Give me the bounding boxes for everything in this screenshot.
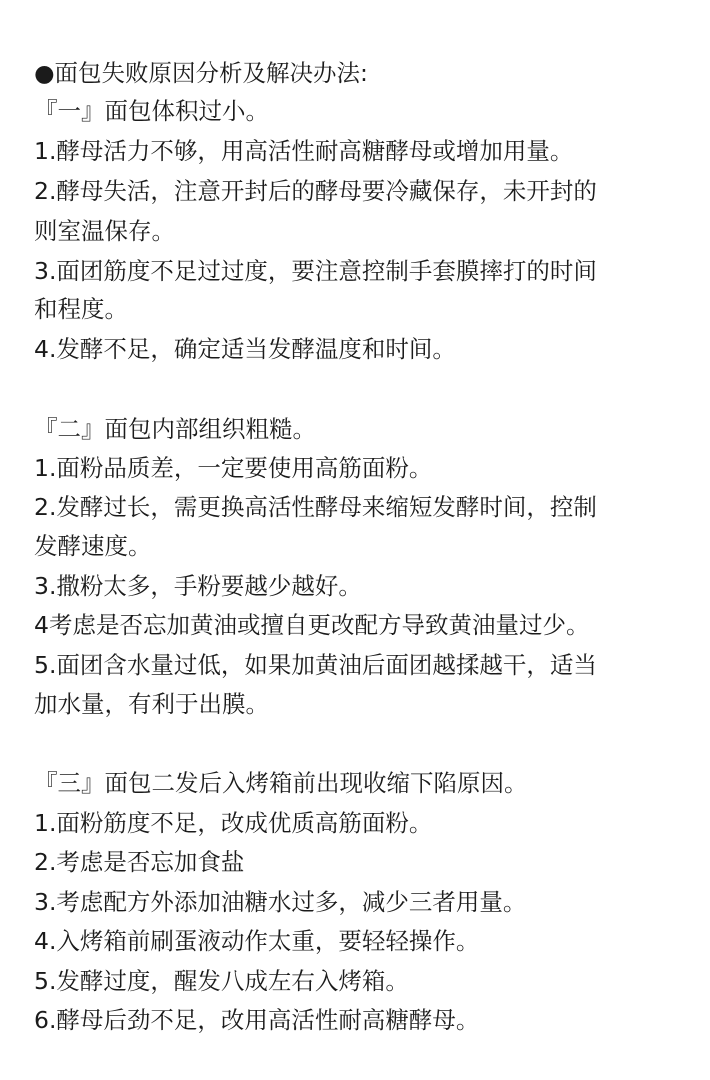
section-2-item-3: 3.撒粉太多，手粉要越少越好。 — [34, 572, 362, 600]
section-2-heading: 『二』面包内部组织粗糙。 — [34, 415, 316, 443]
section-3-item-5: 5.发酵过度，醒发八成左右入烤箱。 — [34, 967, 409, 995]
section-2-item-2-cont: 发酵速度。 — [34, 532, 152, 560]
document-title: ●面包失败原因分析及解决办法: — [34, 59, 368, 87]
section-3-item-3: 3.考虑配方外添加油糖水过多，减少三者用量。 — [34, 888, 527, 916]
section-3-heading: 『三』面包二发后入烤箱前出现收缩下陷原因。 — [34, 769, 528, 797]
section-3-item-4: 4.入烤箱前刷蛋液动作太重，要轻轻操作。 — [34, 927, 480, 955]
section-2-item-4: 4考虑是否忘加黄油或擅自更改配方导致黄油量过少。 — [34, 611, 590, 639]
section-2-item-1: 1.面粉品质差，一定要使用高筋面粉。 — [34, 454, 433, 482]
section-1-item-3: 3.面团筋度不足过过度，要注意控制手套膜摔打的时间 — [34, 257, 597, 285]
section-1-item-3-cont: 和程度。 — [34, 295, 128, 323]
section-3-item-6: 6.酵母后劲不足，改用高活性耐高糖酵母。 — [34, 1006, 480, 1034]
section-3-item-1: 1.面粉筋度不足，改成优质高筋面粉。 — [34, 809, 433, 837]
section-1-item-2: 2.酵母失活，注意开封后的酵母要冷藏保存，未开封的 — [34, 177, 597, 205]
section-1-heading: 『一』面包体积过小。 — [34, 97, 269, 125]
section-1-item-4: 4.发酵不足，确定适当发酵温度和时间。 — [34, 335, 456, 363]
section-1-item-2-cont: 则室温保存。 — [34, 217, 175, 245]
section-2-item-2: 2.发酵过长，需更换高活性酵母来缩短发酵时间，控制 — [34, 493, 597, 521]
section-1-item-1: 1.酵母活力不够，用高活性耐高糖酵母或增加用量。 — [34, 137, 574, 165]
section-2-item-5: 5.面团含水量过低，如果加黄油后面团越揉越干，适当 — [34, 651, 597, 679]
section-2-item-5-cont: 加水量，有利于出膜。 — [34, 690, 269, 718]
section-3-item-2: 2.考虑是否忘加食盐 — [34, 848, 245, 876]
